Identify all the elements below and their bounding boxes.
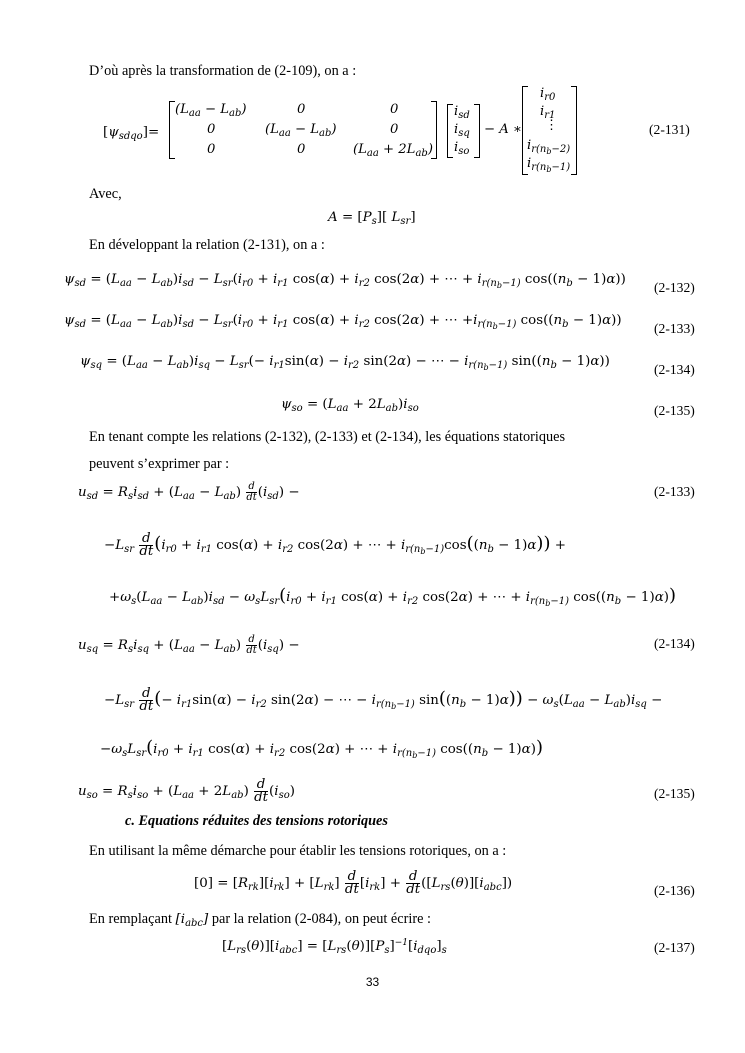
- equation-usq-line2: $-L_{sr}$ $\frac{d}{dt}$ (− $i_{r1}\sin(\alpha) - i_{r2}$ sin(2α) − ⋯ − $i_{r(n_b-1)}$ $\sin((n_b - 1)\alpha)) - \omega_s(L_{aa} - L_{ab})i_{sq}$ −: [104, 686, 663, 714]
- eq-number-2-132: (2-132): [654, 280, 695, 295]
- equation-usd-line2: $-L_{sr}$ $\frac{d}{dt}$ ($i_{r0} + i_{r1}$ $\cos(\alpha) + i_{r2}$ cos(2α) + ⋯ + $i_{r(n_b-1)}\cos((n_b - 1)\alpha)$) +: [104, 531, 566, 559]
- develop-text: En développant la relation (2-131), on a :: [89, 237, 325, 253]
- remplacant-text-b: par la relation (2-084), on peut écrire :: [211, 911, 431, 927]
- meme-demarche-text: En utilisant la même démarche pour établir les tensions rotoriques, on a :: [89, 843, 507, 859]
- eq-number-2-133a: (2-133): [654, 321, 695, 336]
- page-number: 33: [365, 975, 380, 989]
- equation-usd-line3: $+\omega_s(L_{aa} - L_{ab})i_{sd} - \omega_sL_{sr}(i_{r0} + i_{r1}$ $\cos(\alpha) + i_{r2}$ cos(2α) + ⋯ + $i_{r(n_b-1)}$ $\cos((n_b - 1)\alpha)$): [109, 585, 676, 608]
- equation-2-133-psi: $\psi_{sd} = (L_{aa} - L_{ab})i_{sd} - L_{sr}(i_{r0} + i_{r1}$ $\cos(\alpha) + i_{r2}$ cos(2α) + ⋯ $+i_{r(n_b-1)}$ $\cos((n_b - 1)\alpha)$): [64, 313, 622, 331]
- eq-number-2-135a: (2-135): [654, 403, 695, 418]
- eq-number-2-136: (2-136): [654, 883, 695, 898]
- eq-number-2-135b: (2-135): [654, 786, 695, 801]
- matrix-lhs: $[\psi_{sdqo}]=$: [103, 125, 160, 142]
- tenant-text-2: peuvent s’exprimer par :: [89, 456, 230, 472]
- equation-2-136: $[0] = [R_{rk}][i_{rk}] + [L_{rk}]$ $\frac{d}{dt}$ $[i_{rk}]$ + $\frac{d}{dt}$ $([L_{rs}(\theta)][i_{abc}])$: [194, 869, 513, 897]
- eq-number-2-131: (2-131): [649, 122, 690, 137]
- equation-usq-line3: $-\omega_sL_{sr}(i_{r0} + i_{r1}$ $\cos(\alpha) + i_{r2}$ cos(2α) + ⋯ + $i_{r(n_b-1)}$ $\cos((n_b - 1)\alpha)$): [100, 737, 543, 760]
- eq-number-2-134b: (2-134): [654, 636, 695, 651]
- minus-a-star: − A ∗: [484, 122, 522, 137]
- equation-2-137: $[L_{rs}(\theta)][i_{abc}] = [L_{rs}(\theta)][P_s]^{-1}[i_{dqo}]_s$: [222, 938, 447, 956]
- a-definition: $A = [P_s]$[ $L_{sr}$]: [328, 210, 416, 227]
- eq-number-2-134a: (2-134): [654, 362, 695, 377]
- section-heading-c: c. Equations réduites des tensions rotoriques: [125, 813, 388, 829]
- equation-2-132: $\psi_{sd} = (L_{aa} - L_{ab})i_{sd} - L_{sr}(i_{r0} + i_{r1}$ $\cos(\alpha) + i_{r2}$ cos(2α) + ⋯ + $i_{r(n_b-1)}$ $\cos((n_b - 1)\alpha)$): [64, 272, 626, 290]
- equation-2-135-psi: $\psi_{so} = (L_{aa} + 2L_{ab})i_{so}$: [281, 397, 419, 414]
- equation-uso: $u_{so} = R_si_{so} + (L_{aa} + 2L_{ab})$ $\frac{d}{dt}$ $(i_{so})$: [78, 777, 295, 805]
- equation-usd-line1: $u_{sd} = R_si_{sd} + (L_{aa} - L_{ab})$ $\frac{d}{dt}$ $(i_{sd})$ −: [78, 481, 300, 503]
- avec-text: Avec,: [89, 186, 122, 202]
- eq-number-2-137: (2-137): [654, 940, 695, 955]
- remplacant-text-a: En remplaçant: [89, 911, 172, 927]
- intro-text: D’où après la transformation de (2-109), on a :: [89, 63, 357, 79]
- equation-2-134-psi: $\psi_{sq} = (L_{aa} - L_{ab})i_{sq} - L_{sr}(- i_{r1}\sin(\alpha) - i_{r2}$ sin(2α) − ⋯ − $i_{r(n_b-1)}$ $\sin((n_b - 1)\alpha)$): [80, 354, 610, 372]
- tenant-text-1: En tenant compte les relations (2-132), (2-133) et (2-134), les équations statoriques: [89, 429, 566, 445]
- equation-usq-line1: $u_{sq} = R_si_{sq} + (L_{aa} - L_{ab})$ $\frac{d}{dt}$ $(i_{sq})$ −: [78, 634, 300, 656]
- eq-number-2-133b: (2-133): [654, 484, 695, 499]
- remplacant-text: En remplaçant $[i_{abc}]$ par la relation (2-084), on peut écrire :: [89, 911, 431, 929]
